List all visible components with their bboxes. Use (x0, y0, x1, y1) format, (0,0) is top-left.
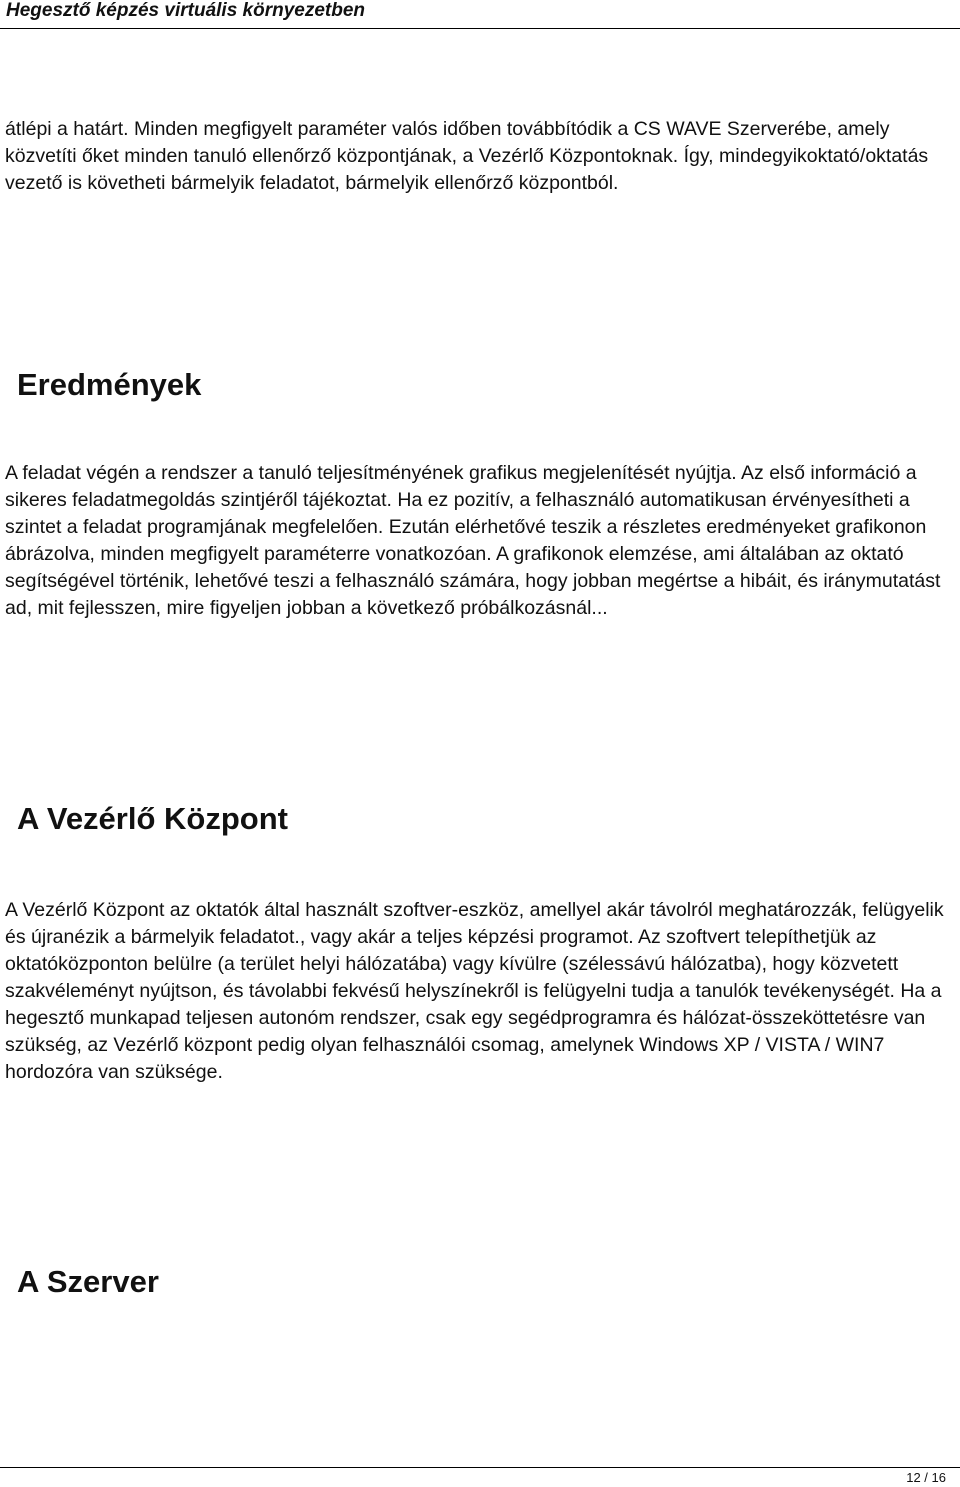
footer-divider (0, 1467, 960, 1468)
section-body-vezerlo-kozpont: A Vezérlő Központ az oktatók által használt szoftver-eszköz, amellyel akár távolról meghatározzák, felügyelik és újranézik a bármelyik feladatot., vagy akár a teljes képzési programot. Az szoftvert telepíthetjük az oktatóközponton belülre (a terület helyi hálózatába) vagy kívülre (szélessávú hálózatba), hogy közvetett szakvéleményt nyújtson, és távolabbi fekvésű helyszínekről is felügyelni tudja a tanulók tevékenységét. Ha a hegesztő munkapad teljesen autonóm rendszer, csak egy segédprogramra és hálózat-összeköttetésre van szükség, az Vezérlő központ pedig olyan felhasználói csomag, amelynek Windows XP / VISTA / WIN7 hordozóra van szüksége. (5, 899, 944, 1083)
section-body-eredmenyek: A feladat végén a rendszer a tanuló teljesítményének grafikus megjelenítését nyújtja. Az első információ a sikeres feladatmegoldás szintjéről tájékoztat. Ha ez pozitív, a felhasználó automatikusan érvényesítheti a szintet a feladat programjának megfelelően. Ezután elérhetővé teszik a részletes eredményeket grafikonon ábrázolva, minden megfigyelt paraméterre vonatkozóan. A grafikonok elemzése, ami általában az oktató segítségével történik, lehetővé teszi a felhasználó számára, hogy jobban megértse a hibáit, és iránymutatást ad, mit fejlesszen, mire figyeljen jobban a következő próbálkozásnál... (5, 462, 941, 619)
section-heading-eredmenyek: Eredmények (17, 367, 202, 402)
section-heading-szerver: A Szerver (17, 1264, 159, 1299)
header-divider (0, 28, 960, 29)
running-header-title: Hegesztő képzés virtuális környezetben (6, 0, 366, 21)
section-heading-vezerlo-kozpont: A Vezérlő Központ (17, 801, 288, 836)
intro-paragraph: átlépi a határt. Minden megfigyelt paraméter valós időben továbbítódik a CS WAVE Szerverébe, amely közvetíti őket minden tanuló ellenőrző központjának, a Vezérlő Központoknak. Így, mindegyikoktató/oktatás vezető is követheti bármelyik feladatot, bármelyik ellenőrző központból. (5, 118, 929, 194)
page-number: 12 / 16 (906, 1470, 946, 1485)
